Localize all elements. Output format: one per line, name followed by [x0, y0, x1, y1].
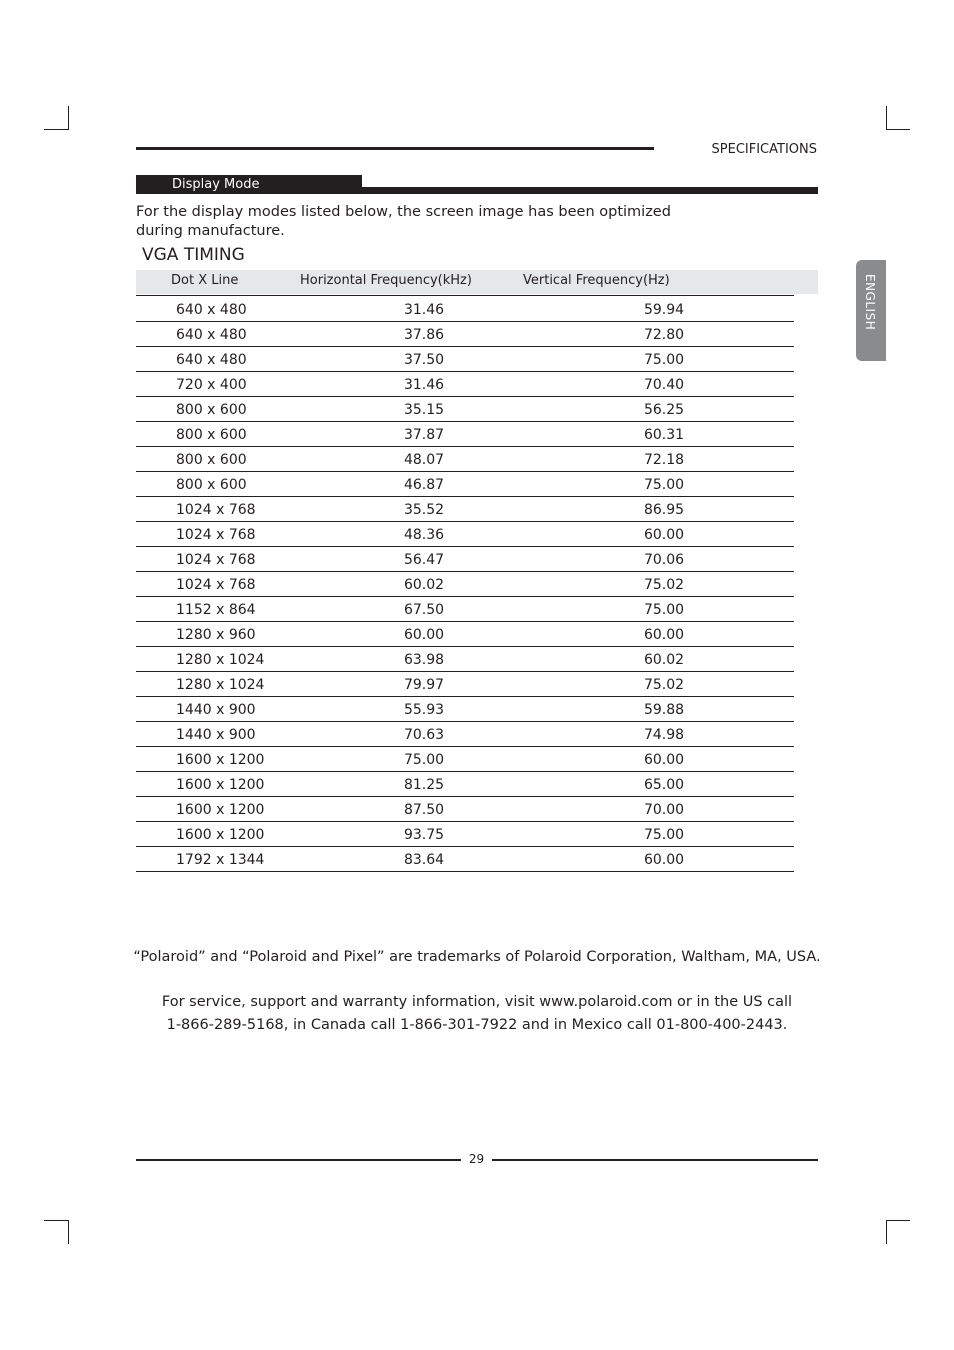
- cell-vertical-frequency: 72.18: [643, 452, 685, 468]
- crop-mark-top-left: [44, 129, 68, 130]
- cell-horizontal-frequency: 60.00: [403, 627, 445, 643]
- section-bar: [136, 175, 818, 196]
- cell-dot-x-line: 1024 x 768: [176, 502, 256, 518]
- cell-horizontal-frequency: 63.98: [403, 652, 445, 668]
- cell-vertical-frequency: 75.00: [643, 602, 685, 618]
- crop-mark-top-right: [886, 129, 910, 130]
- cell-horizontal-frequency: 37.86: [403, 327, 445, 343]
- cell-dot-x-line: 800 x 600: [176, 427, 247, 443]
- page-number: 29: [468, 1152, 485, 1166]
- cell-horizontal-frequency: 56.47: [403, 552, 445, 568]
- cell-horizontal-frequency: 60.02: [403, 577, 445, 593]
- section-bar-tab: [136, 175, 362, 194]
- cell-horizontal-frequency: 48.07: [403, 452, 445, 468]
- language-tab: [856, 260, 886, 361]
- table-row: [136, 297, 794, 322]
- cell-dot-x-line: 640 x 480: [176, 327, 247, 343]
- table-header: [136, 270, 818, 294]
- table-row: [136, 747, 794, 772]
- timing-table-body: [136, 297, 794, 872]
- cell-horizontal-frequency: 93.75: [403, 827, 445, 843]
- service-info-line-1: For service, support and warranty information, visit www.polaroid.com or in the US call: [161, 994, 793, 1010]
- header-dot-x-line: Dot X Line: [171, 273, 239, 288]
- cell-dot-x-line: 640 x 480: [176, 302, 247, 318]
- cell-horizontal-frequency: 35.15: [403, 402, 445, 418]
- cell-dot-x-line: 800 x 600: [176, 477, 247, 493]
- table-row: [136, 422, 794, 447]
- table-row: [136, 397, 794, 422]
- cell-dot-x-line: 1152 x 864: [176, 602, 256, 618]
- cell-dot-x-line: 800 x 600: [176, 402, 247, 418]
- section-bar-line: [362, 187, 818, 194]
- cell-vertical-frequency: 75.02: [643, 577, 685, 593]
- table-row: [136, 797, 794, 822]
- cell-dot-x-line: 1024 x 768: [176, 577, 256, 593]
- cell-vertical-frequency: 59.94: [643, 302, 685, 318]
- cell-vertical-frequency: 60.02: [643, 652, 685, 668]
- table-row: [136, 322, 794, 347]
- cell-vertical-frequency: 86.95: [643, 502, 685, 518]
- cell-dot-x-line: 640 x 480: [176, 352, 247, 368]
- table-row: [136, 547, 794, 572]
- table-row: [136, 447, 794, 472]
- table-row: [136, 672, 794, 697]
- table-row: [136, 597, 794, 622]
- cell-vertical-frequency: 60.00: [643, 852, 685, 868]
- cell-vertical-frequency: 75.00: [643, 827, 685, 843]
- cell-horizontal-frequency: 31.46: [403, 377, 445, 393]
- cell-horizontal-frequency: 70.63: [403, 727, 445, 743]
- language-tab-label: ENGLISH: [863, 274, 877, 331]
- cell-dot-x-line: 1280 x 960: [176, 627, 256, 643]
- trademark-notice: “Polaroid” and “Polaroid and Pixel” are trademarks of Polaroid Corporation, Waltham, MA, USA.: [133, 949, 821, 965]
- crop-mark-bottom-right-v: [886, 1220, 887, 1244]
- cell-vertical-frequency: 70.40: [643, 377, 685, 393]
- cell-dot-x-line: 720 x 400: [176, 377, 247, 393]
- header-rule: [136, 147, 654, 150]
- cell-horizontal-frequency: 87.50: [403, 802, 445, 818]
- cell-horizontal-frequency: 75.00: [403, 752, 445, 768]
- table-row: [136, 697, 794, 722]
- cell-dot-x-line: 1280 x 1024: [176, 677, 265, 693]
- cell-horizontal-frequency: 67.50: [403, 602, 445, 618]
- cell-vertical-frequency: 60.00: [643, 527, 685, 543]
- cell-vertical-frequency: 70.00: [643, 802, 685, 818]
- header-vertical-frequency: Vertical Frequency(Hz): [523, 273, 670, 288]
- cell-vertical-frequency: 75.00: [643, 352, 685, 368]
- table-row: [136, 847, 794, 872]
- cell-dot-x-line: 1600 x 1200: [176, 827, 265, 843]
- cell-vertical-frequency: 56.25: [643, 402, 685, 418]
- table-row: [136, 372, 794, 397]
- table-row: [136, 822, 794, 847]
- cell-dot-x-line: 1440 x 900: [176, 727, 256, 743]
- cell-vertical-frequency: 60.00: [643, 627, 685, 643]
- table-row: [136, 722, 794, 747]
- cell-horizontal-frequency: 48.36: [403, 527, 445, 543]
- cell-dot-x-line: 1600 x 1200: [176, 752, 265, 768]
- cell-horizontal-frequency: 79.97: [403, 677, 445, 693]
- cell-horizontal-frequency: 81.25: [403, 777, 445, 793]
- cell-dot-x-line: 1440 x 900: [176, 702, 256, 718]
- crop-mark-top-left-v: [68, 106, 69, 130]
- table-row: [136, 572, 794, 597]
- cell-vertical-frequency: 70.06: [643, 552, 685, 568]
- section-bar-label: Display Mode: [172, 177, 260, 192]
- cell-dot-x-line: 800 x 600: [176, 452, 247, 468]
- cell-dot-x-line: 1024 x 768: [176, 527, 256, 543]
- footer-rule-right: [492, 1159, 818, 1161]
- cell-dot-x-line: 1280 x 1024: [176, 652, 265, 668]
- crop-mark-top-right-v: [886, 106, 887, 130]
- table-row: [136, 647, 794, 672]
- table-row: [136, 472, 794, 497]
- cell-dot-x-line: 1792 x 1344: [176, 852, 265, 868]
- cell-vertical-frequency: 74.98: [643, 727, 685, 743]
- vga-timing-title: VGA TIMING: [142, 245, 245, 265]
- cell-horizontal-frequency: 37.50: [403, 352, 445, 368]
- cell-horizontal-frequency: 46.87: [403, 477, 445, 493]
- cell-vertical-frequency: 60.31: [643, 427, 685, 443]
- table-header-rule: [136, 295, 794, 296]
- cell-dot-x-line: 1024 x 768: [176, 552, 256, 568]
- cell-dot-x-line: 1600 x 1200: [176, 777, 265, 793]
- cell-horizontal-frequency: 55.93: [403, 702, 445, 718]
- section-header: SPECIFICATIONS: [711, 142, 817, 157]
- cell-horizontal-frequency: 31.46: [403, 302, 445, 318]
- crop-mark-bottom-left: [44, 1220, 68, 1221]
- crop-mark-bottom-left-v: [68, 1220, 69, 1244]
- cell-horizontal-frequency: 35.52: [403, 502, 445, 518]
- table-row: [136, 772, 794, 797]
- cell-vertical-frequency: 75.02: [643, 677, 685, 693]
- table-row: [136, 497, 794, 522]
- cell-dot-x-line: 1600 x 1200: [176, 802, 265, 818]
- table-row: [136, 622, 794, 647]
- footer-rule-left: [136, 1159, 461, 1161]
- header-horizontal-frequency: Horizontal Frequency(kHz): [300, 273, 472, 288]
- cell-vertical-frequency: 65.00: [643, 777, 685, 793]
- table-row: [136, 522, 794, 547]
- cell-vertical-frequency: 72.80: [643, 327, 685, 343]
- cell-vertical-frequency: 59.88: [643, 702, 685, 718]
- cell-horizontal-frequency: 37.87: [403, 427, 445, 443]
- table-row: [136, 347, 794, 372]
- intro-paragraph: For the display modes listed below, the screen image has been optimized during manufacture.: [136, 204, 671, 239]
- cell-horizontal-frequency: 83.64: [403, 852, 445, 868]
- crop-mark-bottom-right: [886, 1220, 910, 1221]
- cell-vertical-frequency: 75.00: [643, 477, 685, 493]
- service-info-line-2: 1-866-289-5168, in Canada call 1-866-301-7922 and in Mexico call 01-800-400-2443.: [166, 1017, 788, 1033]
- cell-vertical-frequency: 60.00: [643, 752, 685, 768]
